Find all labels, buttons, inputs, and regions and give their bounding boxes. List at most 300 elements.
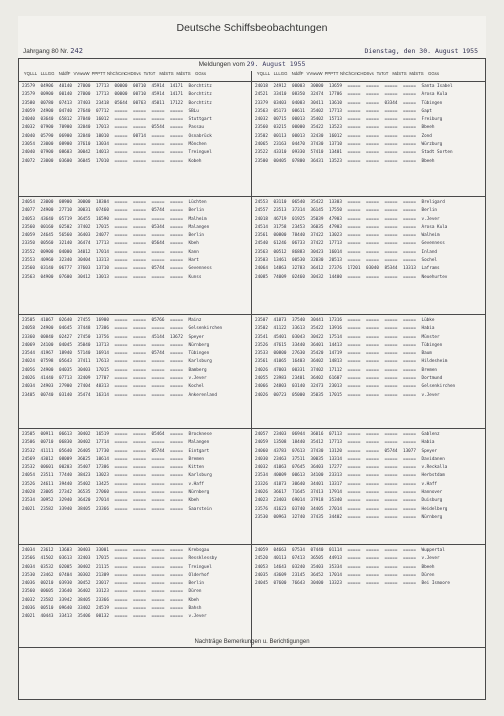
block-separator: [19, 428, 485, 429]
cell: =====: [347, 117, 361, 123]
cell: 36016: [310, 432, 324, 437]
cell: 04645: [59, 326, 72, 332]
table-row: [255, 497, 485, 505]
cell: 23418: [96, 100, 109, 106]
cell: 27060: [96, 490, 109, 496]
station-name: Laframs: [421, 266, 440, 272]
table-row: [255, 232, 485, 240]
left-block: [22, 199, 252, 282]
cell: =====: [133, 367, 146, 373]
cell: 34402: [329, 514, 342, 520]
cell: 13313: [96, 258, 109, 264]
cell: 13323: [329, 581, 342, 587]
cell: 16012: [329, 133, 342, 139]
cell: =====: [114, 481, 128, 487]
cell: =====: [366, 376, 379, 382]
cell: 27630: [292, 351, 305, 357]
cell: 07645: [292, 465, 305, 471]
cell: =====: [384, 506, 398, 512]
cell: 08900: [59, 142, 72, 148]
station-name: v.Jever: [421, 556, 440, 562]
cell: 33410: [273, 92, 287, 98]
cell: 00013: [292, 117, 305, 123]
cell: =====: [170, 440, 183, 446]
cell: 07598: [40, 359, 54, 365]
cell: =====: [366, 274, 379, 280]
cell: =====: [133, 581, 146, 587]
cell: =====: [403, 564, 416, 570]
cell: =====: [170, 367, 183, 373]
cell: 00530: [292, 258, 305, 264]
cell: =====: [170, 432, 183, 437]
cell: =====: [114, 241, 128, 247]
cell: =====: [403, 506, 416, 512]
cell: =====: [114, 506, 128, 512]
cell: 17201: [347, 266, 361, 272]
cell: =====: [384, 84, 398, 89]
cell: 40443: [40, 614, 54, 620]
cell: 30000: [77, 200, 91, 205]
cell: 00210: [40, 581, 54, 587]
block-separator: [19, 314, 485, 315]
cell: =====: [133, 200, 146, 205]
station-name: v.Jever: [188, 376, 207, 382]
table-row: [22, 464, 252, 472]
cell: 14643: [273, 564, 287, 570]
cell: 85344: [384, 266, 398, 272]
column-header: LLLGG: [40, 71, 55, 76]
table-row: [255, 350, 485, 358]
cell: 24569: [22, 456, 35, 462]
station-name: Borchtitz: [188, 84, 212, 89]
cell: 23526: [22, 481, 35, 487]
table-row: [255, 547, 485, 555]
cell: 35422: [310, 326, 324, 332]
cell: 23534: [22, 498, 35, 504]
cell: 17306: [96, 465, 109, 471]
cell: 23366: [96, 597, 109, 603]
cell: =====: [151, 456, 165, 462]
cell: =====: [170, 448, 183, 454]
cell: =====: [366, 334, 379, 340]
cell: 34405: [310, 506, 324, 512]
cell: =====: [366, 498, 379, 504]
cell: 23403: [273, 432, 287, 437]
cell: 24026: [255, 367, 268, 373]
cell: 10614: [96, 456, 109, 462]
cell: 06540: [292, 200, 305, 205]
cell: =====: [133, 318, 146, 323]
cell: =====: [151, 490, 165, 496]
table-row: [22, 613, 252, 621]
cell: 27376: [329, 266, 342, 272]
cell: 02460: [292, 274, 305, 280]
cell: =====: [403, 351, 416, 357]
issue-number: 242: [70, 47, 83, 55]
cell: 24059: [22, 233, 35, 239]
cell: 24054: [22, 473, 35, 479]
cell: 24054: [22, 200, 35, 205]
column-header: NddfF: [58, 71, 71, 76]
cell: 34012: [77, 249, 91, 255]
cell: 00710: [40, 440, 54, 446]
cell: 05744: [151, 266, 165, 272]
cell: =====: [114, 498, 128, 504]
cell: =====: [170, 456, 183, 462]
station-name: v.Haff: [188, 481, 205, 487]
cell: =====: [403, 84, 416, 89]
cell: 24024: [22, 359, 35, 365]
station-name: Kochel: [188, 384, 205, 390]
cell: 06944: [292, 432, 305, 437]
cell: 21309: [96, 572, 109, 578]
cell: =====: [347, 572, 361, 578]
cell: 36431: [310, 158, 324, 164]
cell: 74009: [273, 274, 287, 280]
station-name: Lübke: [421, 318, 435, 323]
table-row: [22, 257, 252, 265]
cell: 32430: [310, 133, 324, 139]
cell: 07404: [59, 572, 72, 578]
cell: 35407: [77, 465, 91, 471]
table-row: [22, 249, 252, 257]
cell: 17514: [329, 334, 342, 340]
station-name: Habia: [421, 326, 435, 332]
cell: =====: [133, 158, 146, 164]
cell: =====: [133, 108, 146, 114]
cell: 36420: [77, 498, 91, 504]
cell: =====: [114, 216, 128, 222]
cell: 61607: [329, 376, 342, 382]
cell: =====: [366, 581, 379, 587]
cell: =====: [403, 556, 416, 562]
cell: 23401: [292, 376, 305, 382]
cell: =====: [403, 326, 416, 332]
cell: 17706: [329, 92, 342, 98]
cell: =====: [347, 359, 361, 365]
cell: 32473: [310, 384, 324, 390]
cell: =====: [347, 125, 361, 131]
cell: =====: [366, 92, 379, 98]
cell: 35402: [77, 481, 91, 487]
cell: =====: [133, 556, 146, 562]
cell: 24085: [255, 274, 268, 280]
cell: 33940: [59, 506, 72, 512]
cell: 05744: [151, 448, 165, 454]
cell: =====: [133, 224, 146, 230]
column-header: LLLGG: [273, 71, 288, 76]
station-name: Olderhof: [188, 572, 210, 578]
cell: 27014: [96, 498, 109, 504]
cell: =====: [133, 266, 146, 272]
station-name: Ressklessby: [188, 556, 217, 562]
cell: 37040: [77, 117, 91, 123]
table-row: [22, 265, 252, 273]
cell: 30412: [77, 274, 91, 280]
cell: =====: [114, 440, 128, 446]
cell: 23507: [255, 318, 268, 323]
cell: 24053: [22, 216, 35, 222]
cell: 36455: [77, 216, 91, 222]
cell: =====: [403, 432, 416, 437]
cell: 33413: [59, 614, 72, 620]
cell: =====: [403, 224, 416, 230]
cell: 03043: [292, 334, 305, 340]
cell: 00715: [273, 117, 287, 123]
cell: =====: [384, 440, 398, 446]
cell: =====: [114, 142, 128, 148]
cell: =====: [114, 208, 128, 214]
column-header: PPPTT: [324, 71, 339, 76]
cell: =====: [133, 614, 146, 620]
cell: =====: [133, 274, 146, 280]
cell: =====: [384, 581, 398, 587]
cell: 04900: [40, 274, 54, 280]
cell: 45914: [151, 92, 165, 98]
cell: 24053: [255, 564, 268, 570]
cell: 26405: [77, 448, 91, 454]
cell: 78440: [292, 233, 305, 239]
station-name: Zond: [421, 133, 432, 139]
cell: 38405: [77, 506, 91, 512]
cell: =====: [151, 614, 165, 620]
cell: 23561: [255, 359, 268, 365]
station-name: Hart: [188, 258, 199, 264]
cell: =====: [114, 150, 128, 156]
table-row: [22, 199, 252, 207]
cell: =====: [133, 481, 146, 487]
cell: 34100: [310, 473, 324, 479]
cell: =====: [403, 384, 416, 390]
cell: =====: [170, 581, 183, 587]
cell: =====: [403, 514, 416, 520]
cell: =====: [151, 108, 165, 114]
cell: 04740: [59, 108, 72, 114]
cell: =====: [366, 572, 379, 578]
cell: 23462: [40, 572, 54, 578]
station-name: Ankerenland: [188, 392, 217, 398]
cell: 35412: [310, 440, 324, 446]
cell: 27640: [77, 108, 91, 114]
column-header: NddfF: [291, 71, 304, 76]
cell: 17714: [96, 440, 109, 446]
right-block: [255, 199, 485, 282]
cell: 05790: [40, 133, 54, 139]
station-name: Gapt: [421, 108, 432, 114]
table-row: [22, 358, 252, 366]
station-name: Dortmund: [421, 376, 443, 382]
cell: =====: [133, 216, 146, 222]
table-row: [255, 514, 485, 522]
cell: =====: [133, 117, 146, 123]
cell: 23000: [40, 200, 54, 205]
cell: =====: [403, 318, 416, 323]
cell: =====: [151, 473, 165, 479]
cell: 24026: [22, 376, 35, 382]
cell: 06613: [59, 432, 72, 437]
cell: 33123: [96, 589, 109, 595]
cell: =====: [133, 432, 146, 437]
cell: =====: [151, 589, 165, 595]
cell: =====: [170, 392, 183, 398]
cell: 17713: [96, 241, 109, 247]
cell: =====: [133, 506, 146, 512]
cell: 33001: [96, 548, 109, 553]
cell: 30402: [77, 564, 91, 570]
cell: 17306: [96, 326, 109, 332]
cell: 03344: [384, 100, 398, 106]
table-row: [255, 358, 485, 366]
cell: =====: [114, 606, 128, 612]
cell: =====: [403, 100, 416, 106]
cell: 38423: [77, 473, 91, 479]
cell: 47903: [329, 224, 342, 230]
table-row: [22, 133, 252, 141]
cell: =====: [151, 150, 165, 156]
cell: =====: [114, 342, 128, 348]
cell: 14813: [329, 359, 342, 365]
cell: 24023: [255, 498, 268, 504]
table-row: [255, 325, 485, 333]
cell: =====: [366, 158, 379, 164]
cell: =====: [133, 465, 146, 471]
cell: 24030: [255, 456, 268, 462]
station-name: Gelsenkirchen: [188, 326, 223, 332]
cell: =====: [347, 158, 361, 164]
station-name: Berlin: [188, 208, 205, 214]
cell: 02502: [59, 224, 72, 230]
cell: =====: [366, 150, 379, 156]
cell: 65812: [59, 117, 72, 123]
cell: =====: [114, 224, 128, 230]
cell: =====: [114, 233, 128, 239]
cell: 17713: [329, 241, 342, 247]
cell: 27342: [59, 490, 72, 496]
cell: 45401: [273, 334, 287, 340]
station-name: Kbeh: [188, 498, 199, 504]
cell: 24055: [255, 376, 268, 382]
station-name: Wuppertal: [421, 548, 445, 553]
cell: =====: [133, 142, 146, 148]
cell: 70900: [59, 125, 72, 131]
cell: 36402: [310, 376, 324, 382]
cell: =====: [347, 465, 361, 471]
cell: 40009: [273, 473, 287, 479]
cell: 00140: [59, 92, 72, 98]
cell: =====: [347, 326, 361, 332]
cell: =====: [114, 614, 128, 620]
right-block: [255, 317, 485, 400]
cell: =====: [347, 384, 361, 390]
cell: 07613: [292, 448, 305, 454]
cell: =====: [170, 614, 183, 620]
cell: 24059: [255, 548, 268, 553]
cell: 41111: [40, 448, 54, 454]
cell: =====: [366, 432, 379, 437]
cell: 10010: [96, 133, 109, 139]
cell: 00740: [40, 392, 54, 398]
cell: 37448: [77, 326, 91, 332]
cell: 13034: [96, 142, 109, 148]
cell: =====: [151, 564, 165, 570]
cell: 00900: [40, 249, 54, 255]
cell: 05173: [273, 108, 287, 114]
cell: 71645: [292, 490, 305, 496]
cell: 30411: [310, 100, 324, 106]
cell: =====: [114, 456, 128, 462]
station-name: v.Jever: [421, 392, 440, 398]
cell: 37422: [310, 241, 324, 247]
cell: 24021: [22, 506, 35, 512]
cell: 23000: [40, 158, 54, 164]
cell: =====: [403, 359, 416, 365]
station-name: Lüchten: [188, 200, 207, 205]
station-name: Heidelberg: [421, 506, 448, 512]
cell: 24040: [22, 150, 35, 156]
cell: =====: [114, 572, 128, 578]
cell: 00710: [133, 84, 146, 89]
cell: 07600: [59, 274, 72, 280]
cell: 04663: [273, 548, 287, 553]
table-row: [22, 240, 252, 248]
cell: =====: [133, 589, 146, 595]
station-name: Kbeh: [188, 241, 199, 247]
cell: =====: [384, 351, 398, 357]
cell: 41073: [273, 481, 287, 487]
cell: =====: [403, 274, 416, 280]
station-name: Berlin: [421, 208, 438, 214]
cell: =====: [366, 100, 379, 106]
cell: =====: [366, 241, 379, 247]
cell: 37918: [310, 498, 324, 504]
station-name: Stadt Sorten: [421, 150, 453, 156]
cell: 24059: [22, 108, 35, 114]
cell: 24514: [255, 224, 268, 230]
table-row: [255, 141, 485, 149]
cell: 00763: [133, 100, 146, 106]
observation-sheet: [18, 16, 486, 700]
cell: 03140: [292, 384, 305, 390]
cell: 02427: [59, 334, 72, 340]
column-header: PPPTT: [91, 71, 106, 76]
cell: 00512: [273, 249, 287, 255]
station-name: Tübingen: [188, 351, 210, 357]
station-name: Breligard: [421, 200, 445, 205]
cell: =====: [366, 359, 379, 365]
cell: 47615: [273, 342, 287, 348]
column-header: YQLLL: [23, 71, 38, 76]
cell: 37403: [77, 100, 91, 106]
cell: 00003: [292, 84, 305, 89]
cell: 23503: [255, 258, 268, 264]
cell: 17707: [96, 376, 109, 382]
cell: =====: [384, 342, 398, 348]
cell: =====: [347, 216, 361, 222]
cell: =====: [384, 318, 398, 323]
cell: =====: [133, 490, 146, 496]
cell: 24066: [255, 384, 268, 390]
cell: =====: [170, 117, 183, 123]
cell: 24803: [273, 384, 287, 390]
cell: =====: [170, 158, 183, 164]
cell: 86883: [292, 249, 305, 255]
cell: 17550: [329, 208, 342, 214]
cell: 08900: [59, 200, 72, 205]
station-name: Krebsgau: [188, 548, 210, 553]
cell: 33402: [77, 606, 91, 612]
cell: 00840: [40, 334, 54, 340]
cell: 00132: [96, 614, 109, 620]
